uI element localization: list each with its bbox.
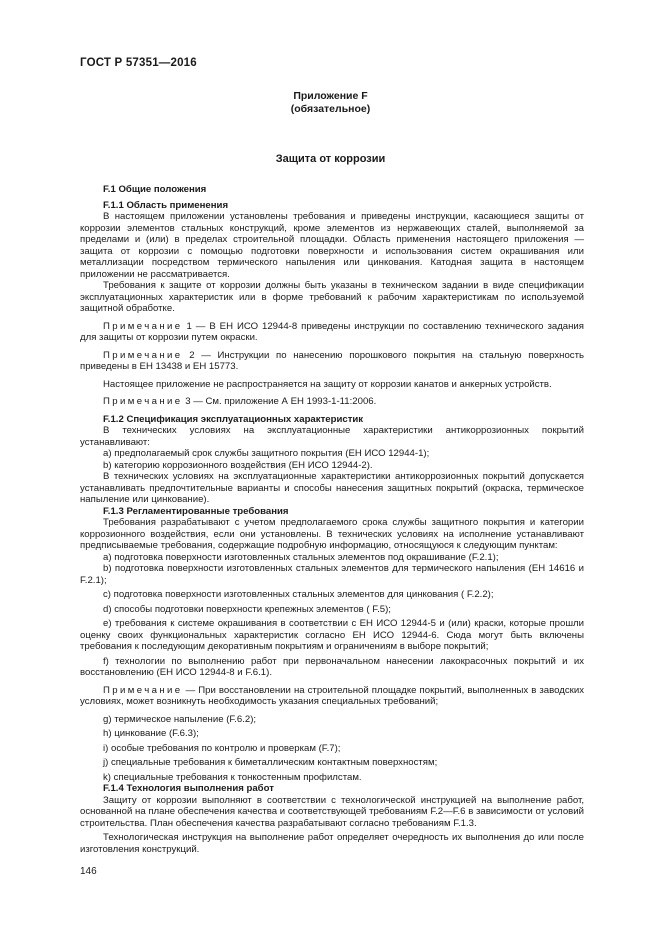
list-item: b) подготовка поверхности изготовленных стальных элементов для термического напыления (ЕН 14616 и F.2.1); — [80, 563, 584, 586]
list-item: a) подготовка поверхности изготовленных стальных элементов под окрашивание (F.2.1); — [103, 551, 499, 563]
list-item: i) особые требования по контролю и проверкам (F.7); — [103, 742, 341, 754]
paragraph: В технических условиях на эксплуатационные характеристики антикоррозионных покрытий допускается устанавливать предпочтительные варианты и способы нанесения защитных покрытий (окраска, термическое напыление или цинкование). — [80, 471, 584, 505]
list-item: f) технологии по выполнению работ при первоначальном нанесении лакокрасочных покрытий и их восстановлению (ЕН ИСО 12944-8 и F.6.1). — [80, 655, 584, 678]
list-item: j) специальные требования к биметаллическим контактным поверхностям; — [103, 757, 438, 768]
list-item: d) способы подготовки поверхности крепежных элементов ( F.5); — [103, 603, 391, 615]
note-text: 1 — В ЕН ИСО 12944-8 приведены инструкции по составлению технического задания для защиты от коррозии путем окраски. — [80, 320, 584, 343]
list-item: g) термическое напыление (F.6.2); — [103, 713, 257, 725]
annex-status: (обязательное) — [290, 103, 371, 115]
document-body — [80, 184, 584, 855]
note-label: Примечание — [103, 349, 183, 361]
list-item: a) предполагаемый срок службы защитного покрытия (ЕН ИСО 12944-1); — [103, 448, 430, 459]
paragraph: В технических условиях на эксплуатационные характеристики антикоррозионных покрытий устанавливают: — [80, 425, 584, 448]
note-text: — При восстановлении на строительной площадке покрытий, выполненных в заводских условиях, может возникнуть необходимость указания специальных требований; — [80, 684, 584, 707]
list-item: h) цинкование (F.6.3); — [103, 728, 199, 739]
paragraph: Требования разрабатывают с учетом предполагаемого срока службы защитного покрытия и категории коррозионного воздействия, если они установлены. В технических условиях на исполнение устанавливают предписываемые требования, содержащие подробную информацию, относящуюся к следующим пунктам: — [80, 517, 584, 551]
section-f14-heading: F.1.4 Технология выполнения работ — [103, 783, 274, 794]
section-f1-heading: F.1 Общие положения — [103, 184, 207, 195]
paragraph: Защиту от коррозии выполняют в соответствии с технологической инструкцией на выполнение работ, основанной на плане обеспечения качества и соответствующей требованиям F.2—F.6 в зависимости от условий строительства. План обеспечения качества разрабатывают согласно требованиям F.1.3. — [80, 794, 584, 829]
list-item: e) требования к системе окрашивания в соответствии с ЕН ИСО 12944-5 и (или) краски, которые прошли оценку своих функциональных характеристик согласно ЕН ИСО 12944-6. Сюда могут быть включены требования к последующим декоративным покрытиям и ограничениям в выборе покрытий; — [80, 618, 584, 652]
list-item: b) категорию коррозионного воздействия (ЕН ИСО 12944-2). — [103, 459, 373, 471]
annex-title: Приложение F — [293, 90, 368, 102]
section-f11-heading: F.1.1 Область применения — [103, 199, 229, 211]
note-label: Примечание — [103, 684, 183, 696]
note-text: 2 — Инструкции по нанесению порошкового покрытия на стальную поверхность приведены в ЕН 13438 и ЕН 15773. — [80, 349, 584, 372]
paragraph: Требования к защите от коррозии должны быть указаны в техническом задании в виде спецификации эксплуатационных характеристик или в форме требований к рабочим характеристикам по используемой защитной обработке. — [80, 280, 584, 314]
paragraph: Настоящее приложение не распространяется на защиту от коррозии канатов и анкерных устройств. — [103, 378, 552, 390]
list-item: c) подготовка поверхности изготовленных стальных элементов для цинкования ( F.2.2); — [103, 589, 494, 600]
paragraph: В настоящем приложении установлены требования и приведены инструкции, касающиеся защиты от коррозии элементов стальных конструкций, кроме элементов из нержавеющих сталей, выполняемой за пределами и (или) в пределах строительной площадки. Область применения настоящего приложения — защита от коррозии с помощью подготовки поверхности и использования систем окрашивания или металлизации посредством термического напыления или цинкования. Катодная защита в настоящем приложении не рассматривается. — [80, 211, 584, 280]
standard-header: ГОСТ Р 57351—2016 — [80, 57, 197, 69]
section-f12-heading: F.1.2 Спецификация эксплуатационных характеристик — [103, 413, 364, 425]
main-title: Защита от коррозии — [275, 153, 386, 165]
note-label: Примечание — [103, 320, 183, 332]
note — [80, 685, 584, 708]
note — [80, 350, 584, 373]
note — [80, 321, 584, 344]
note-text: 3 — См. приложение А ЕН 1993-1-11:2006. — [182, 396, 377, 407]
page-number: 146 — [80, 866, 97, 877]
list-item: k) специальные требования к тонкостенным профилстам. — [103, 771, 362, 783]
section-f13-heading: F.1.3 Регламентированные требования — [103, 505, 289, 517]
paragraph: Технологическая инструкция на выполнение работ определяет очередность их выполнения до или после изготовления конструкций. — [80, 832, 584, 855]
note — [80, 396, 584, 408]
note-label: Примечание — [103, 396, 183, 407]
annex-heading — [80, 90, 581, 116]
